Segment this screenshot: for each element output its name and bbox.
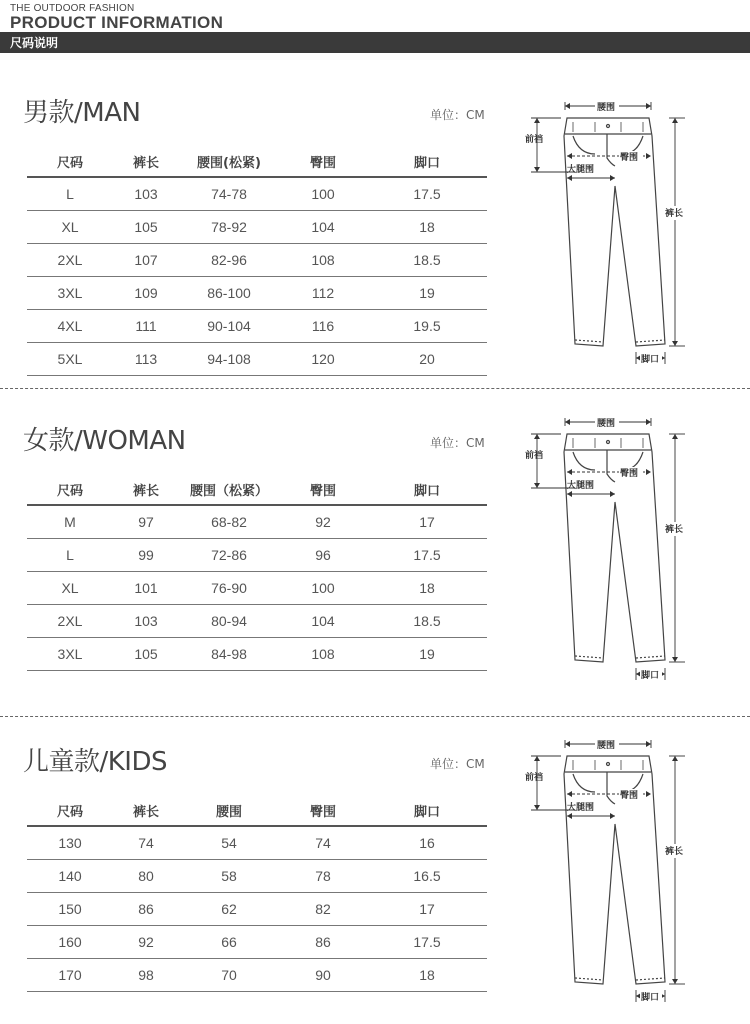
table-cell: 17 <box>367 893 487 926</box>
unit-label-man: 单位：CM <box>430 108 485 122</box>
table-row <box>27 826 487 860</box>
col-header: 裤长 <box>113 795 179 826</box>
table-cell: 107 <box>113 244 179 277</box>
table-row <box>27 959 487 992</box>
table-cell: 17.5 <box>367 539 487 572</box>
table-cell: 92 <box>279 505 367 539</box>
table-cell: 78 <box>279 860 367 893</box>
table-row <box>27 310 487 343</box>
col-header: 脚口 <box>367 474 487 505</box>
table-row <box>27 277 487 310</box>
table-cell: 103 <box>113 177 179 211</box>
section-title-woman: 女款/WOMAN <box>23 426 186 456</box>
table-cell: 3XL <box>27 638 113 671</box>
table-cell: 86 <box>279 926 367 959</box>
table-row <box>27 638 487 671</box>
size-table-man <box>27 146 487 376</box>
col-header: 臀围 <box>279 474 367 505</box>
pants-diagram-kids <box>515 734 715 1024</box>
diagram-label-hip: 臀围 <box>620 153 639 163</box>
section-title-man: 男款/MAN <box>23 98 141 128</box>
diagram-label-waist: 腰围 <box>597 741 616 751</box>
table-cell: 90-104 <box>179 310 279 343</box>
table-cell: 140 <box>27 860 113 893</box>
header-bar-label: 尺码说明 <box>10 36 59 50</box>
table-cell: 18 <box>367 572 487 605</box>
table-cell: 80-94 <box>179 605 279 638</box>
table-row <box>27 505 487 539</box>
diagram-label-hip: 臀围 <box>620 791 639 801</box>
table-cell: 54 <box>179 826 279 860</box>
table-cell: 86-100 <box>179 277 279 310</box>
table-cell: 5XL <box>27 343 113 376</box>
table-cell: 74-78 <box>179 177 279 211</box>
table-row <box>27 893 487 926</box>
table-header-row <box>27 795 487 826</box>
table-header-row <box>27 474 487 505</box>
col-header: 臀围 <box>279 146 367 177</box>
size-table-kids <box>27 795 487 992</box>
table-cell: 103 <box>113 605 179 638</box>
diagram-label-length: 裤长 <box>665 525 684 535</box>
table-cell: 16 <box>367 826 487 860</box>
header-subtitle: THE OUTDOOR FASHION <box>10 3 135 14</box>
table-cell: 109 <box>113 277 179 310</box>
table-cell: XL <box>27 211 113 244</box>
diagram-label-length: 裤长 <box>665 209 684 219</box>
table-cell: 92 <box>113 926 179 959</box>
table-cell: 17.5 <box>367 177 487 211</box>
table-row <box>27 211 487 244</box>
col-header: 裤长 <box>113 474 179 505</box>
table-row <box>27 926 487 959</box>
table-cell: XL <box>27 572 113 605</box>
table-cell: 70 <box>179 959 279 992</box>
table-header-row <box>27 146 487 177</box>
table-cell: 68-82 <box>179 505 279 539</box>
table-cell: 104 <box>279 211 367 244</box>
table-cell: 100 <box>279 572 367 605</box>
table-cell: 105 <box>113 211 179 244</box>
table-cell: 86 <box>113 893 179 926</box>
table-cell: 18.5 <box>367 244 487 277</box>
table-cell: 94-108 <box>179 343 279 376</box>
table-cell: L <box>27 539 113 572</box>
table-row <box>27 177 487 211</box>
pants-diagram-woman <box>515 412 715 702</box>
table-cell: 72-86 <box>179 539 279 572</box>
table-cell: 82 <box>279 893 367 926</box>
table-cell: 3XL <box>27 277 113 310</box>
table-cell: 4XL <box>27 310 113 343</box>
table-row <box>27 343 487 376</box>
table-cell: L <box>27 177 113 211</box>
table-cell: 101 <box>113 572 179 605</box>
table-cell: 96 <box>279 539 367 572</box>
col-header: 尺码 <box>27 146 113 177</box>
diagram-label-waist: 腰围 <box>597 419 616 429</box>
unit-label-woman: 单位：CM <box>430 436 485 450</box>
table-cell: 112 <box>279 277 367 310</box>
section-divider <box>0 388 750 389</box>
table-cell: 108 <box>279 638 367 671</box>
diagram-label-thigh: 大腿围 <box>567 481 595 491</box>
col-header: 脚口 <box>367 146 487 177</box>
table-cell: M <box>27 505 113 539</box>
table-row <box>27 244 487 277</box>
table-cell: 80 <box>113 860 179 893</box>
col-header: 尺码 <box>27 795 113 826</box>
table-cell: 105 <box>113 638 179 671</box>
table-cell: 82-96 <box>179 244 279 277</box>
table-cell: 74 <box>113 826 179 860</box>
diagram-label-hem: 脚口 <box>641 993 660 1003</box>
table-cell: 98 <box>113 959 179 992</box>
table-cell: 99 <box>113 539 179 572</box>
table-cell: 130 <box>27 826 113 860</box>
table-cell: 19.5 <box>367 310 487 343</box>
table-cell: 90 <box>279 959 367 992</box>
table-cell: 2XL <box>27 244 113 277</box>
size-table-woman <box>27 474 487 671</box>
diagram-label-front-rise: 前裆 <box>525 451 544 461</box>
table-cell: 120 <box>279 343 367 376</box>
table-cell: 108 <box>279 244 367 277</box>
table-cell: 62 <box>179 893 279 926</box>
table-cell: 78-92 <box>179 211 279 244</box>
section-title-kids: 儿童款/KIDS <box>23 747 168 777</box>
section-divider <box>0 716 750 717</box>
table-cell: 58 <box>179 860 279 893</box>
col-header: 脚口 <box>367 795 487 826</box>
col-header: 腰围(松紧) <box>179 146 279 177</box>
col-header: 裤长 <box>113 146 179 177</box>
diagram-label-front-rise: 前裆 <box>525 135 544 145</box>
diagram-label-hem: 脚口 <box>641 355 660 365</box>
table-cell: 18 <box>367 211 487 244</box>
table-cell: 170 <box>27 959 113 992</box>
table-cell: 66 <box>179 926 279 959</box>
table-cell: 111 <box>113 310 179 343</box>
diagram-label-hip: 臀围 <box>620 469 639 479</box>
header-bar <box>0 32 750 53</box>
table-cell: 97 <box>113 505 179 539</box>
table-cell: 18.5 <box>367 605 487 638</box>
table-cell: 18 <box>367 959 487 992</box>
col-header: 臀围 <box>279 795 367 826</box>
unit-label-kids: 单位：CM <box>430 757 485 771</box>
table-cell: 17 <box>367 505 487 539</box>
table-cell: 16.5 <box>367 860 487 893</box>
table-row <box>27 860 487 893</box>
col-header: 腰围 <box>179 795 279 826</box>
pants-diagram-man <box>515 96 715 386</box>
table-cell: 76-90 <box>179 572 279 605</box>
col-header: 尺码 <box>27 474 113 505</box>
diagram-label-thigh: 大腿围 <box>567 165 595 175</box>
table-row <box>27 539 487 572</box>
diagram-label-thigh: 大腿围 <box>567 803 595 813</box>
table-cell: 113 <box>113 343 179 376</box>
table-cell: 160 <box>27 926 113 959</box>
header-title: PRODUCT INFORMATION <box>10 13 224 32</box>
table-row <box>27 605 487 638</box>
diagram-label-front-rise: 前裆 <box>525 773 544 783</box>
table-cell: 116 <box>279 310 367 343</box>
table-cell: 104 <box>279 605 367 638</box>
table-cell: 100 <box>279 177 367 211</box>
table-cell: 17.5 <box>367 926 487 959</box>
table-cell: 150 <box>27 893 113 926</box>
col-header: 腰围（松紧） <box>179 474 279 505</box>
table-cell: 19 <box>367 638 487 671</box>
diagram-label-waist: 腰围 <box>597 103 616 113</box>
diagram-label-hem: 脚口 <box>641 671 660 681</box>
diagram-label-length: 裤长 <box>665 847 684 857</box>
table-row <box>27 572 487 605</box>
table-cell: 19 <box>367 277 487 310</box>
table-cell: 20 <box>367 343 487 376</box>
table-cell: 84-98 <box>179 638 279 671</box>
table-cell: 74 <box>279 826 367 860</box>
table-cell: 2XL <box>27 605 113 638</box>
